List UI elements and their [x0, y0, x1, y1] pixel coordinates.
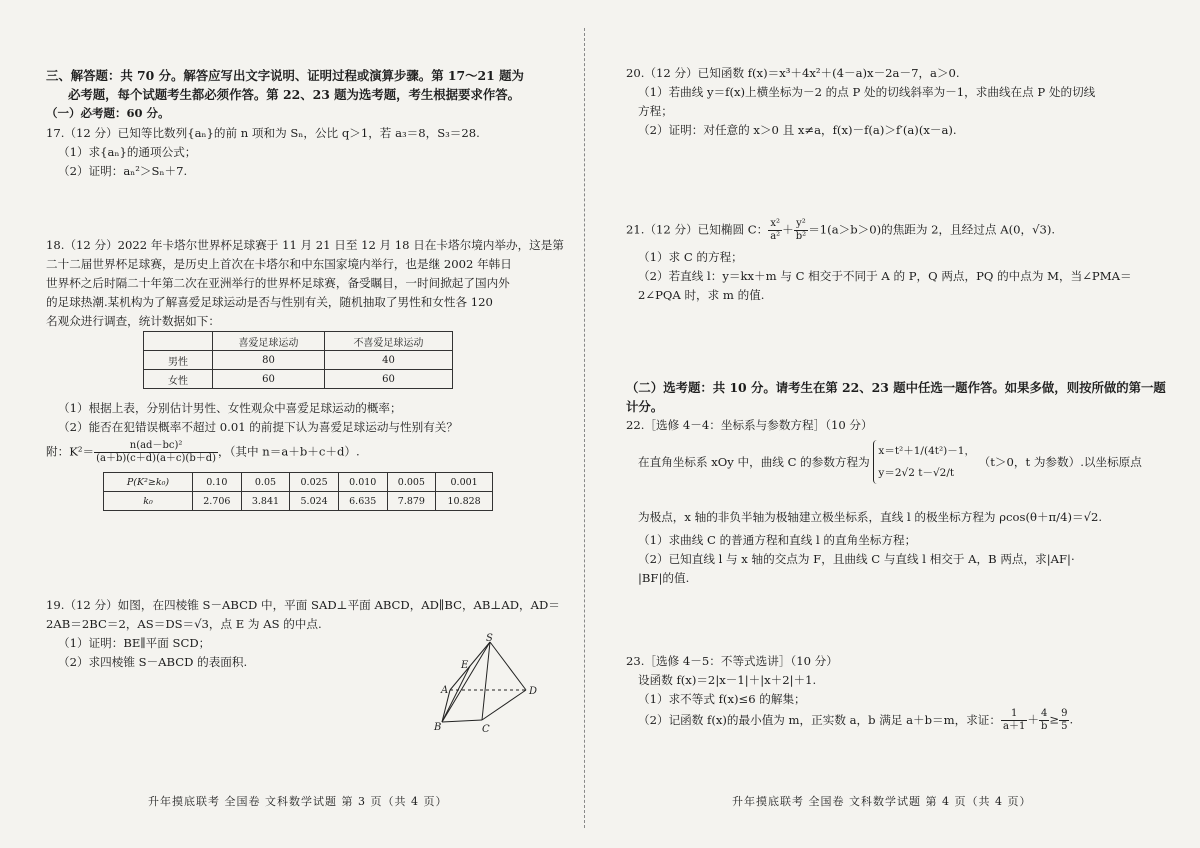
- exam-page-3: [0, 0, 598, 848]
- q22-pre: 在直角坐标系 xOy 中，曲线 C 的参数方程为: [638, 454, 870, 469]
- table-row: [144, 370, 453, 389]
- survey-cell: 60: [213, 370, 325, 389]
- q22-param-eq: [626, 440, 1142, 484]
- frac-3-num: 9: [1061, 708, 1068, 719]
- question-22: [626, 416, 873, 435]
- frac-y-den: b²: [795, 231, 807, 242]
- survey-row-label: 男性: [144, 351, 213, 370]
- k-cell: 3.841: [241, 492, 290, 511]
- edge-sd: [490, 642, 526, 690]
- k-cell: 10.828: [436, 492, 493, 511]
- q18-line-2: 二十二届世界杯足球赛，是历史上首次在卡塔尔和中东国家境内举行，也是继 2002 年韩日: [46, 257, 512, 271]
- survey-row-label: 女性: [144, 370, 213, 389]
- survey-header-like: 喜爱足球运动: [213, 332, 325, 351]
- frac-2-den: b: [1040, 721, 1048, 732]
- q19-line-2: 2AB＝2BC＝2，AS＝DS＝√3，点 E 为 AS 的中点.: [46, 617, 322, 631]
- vertex-label-d: D: [529, 686, 538, 697]
- q17-part-2: （2）证明：aₙ²＞Sₙ＋7.: [58, 164, 188, 178]
- q17-part-1: （1）求{aₙ}的通项公式；: [58, 145, 197, 159]
- vertex-label-s: S: [486, 633, 493, 644]
- exam-page-4: [604, 0, 1200, 848]
- optional-line-1: （二）选考题：共 10 分。请考生在第 22、23 题中任选一题作答。如果多做，则按所做的第一题: [626, 380, 1166, 395]
- vertex-label-c: C: [482, 724, 490, 735]
- footer-page-3: 升年摸底联考 全国卷 文科数学试题 第 3 页（共 4 页）: [148, 795, 448, 808]
- q22-line-2: 为极点，x 轴的非负半轴为极轴建立极坐标系，直线 l 的极坐标方程为 ρcos(θ＋π/4)＝√2.: [638, 510, 1103, 524]
- formula-denominator: (a＋b)(c＋d)(a＋c)(b＋d): [96, 453, 217, 464]
- ge-sign: ≥: [1049, 712, 1060, 727]
- q19-part-2: （2）求四棱锥 S－ABCD 的表面积.: [58, 655, 248, 669]
- survey-cell: 40: [324, 351, 452, 370]
- q23-part-2: [626, 708, 1073, 733]
- q18-line-4: 的足球热潮.某机构为了解喜爱足球运动是否与性别有关，随机抽取了男性和女性各 120: [46, 295, 493, 309]
- survey-cell: 80: [213, 351, 325, 370]
- frac-1: [1001, 708, 1027, 733]
- q22-part-1: （1）求曲线 C 的普通方程和直线 l 的直角坐标方程；: [638, 533, 917, 547]
- q17-stem: 17.（12 分）已知等比数列{aₙ}的前 n 项和为 Sₙ，公比 q＞1，若 a₃＝8，S₃＝28.: [46, 126, 480, 140]
- q18-line-1: 18.（12 分）2022 年卡塔尔世界杯足球赛于 11 月 21 日至 12 月 18 日在卡塔尔境内举办，这是第: [46, 238, 564, 252]
- q21-post: ＝1(a＞b＞0)的焦距为 2，且经过点 A(0，√3).: [808, 222, 1056, 237]
- frac-2-num: 4: [1039, 708, 1049, 721]
- q23-part-1: （1）求不等式 f(x)≤6 的解集；: [638, 692, 806, 706]
- q21-part-1: （1）求 C 的方程；: [638, 250, 743, 264]
- k-cell: 0.001: [436, 473, 493, 492]
- frac-x-num: x²: [768, 218, 782, 231]
- vertex-label-e: E: [461, 660, 469, 671]
- survey-cell: 60: [324, 370, 452, 389]
- q18-parts: [46, 399, 458, 437]
- formula-prefix: 附：K²＝: [46, 444, 95, 459]
- k-cell: 7.879: [387, 492, 436, 511]
- section-header: [46, 66, 576, 123]
- q19-line-1: 19.（12 分）如图，在四棱锥 S－ABCD 中，平面 SAD⊥平面 ABCD，AD∥BC，AB⊥AD，AD＝: [46, 598, 560, 612]
- q23-line-1: 设函数 f(x)＝2|x－1|＋|x＋2|＋1.: [638, 673, 817, 687]
- pyramid-diagram: [430, 632, 550, 742]
- k-cell: 0.025: [290, 473, 339, 492]
- plus-sign: ＋: [1027, 712, 1039, 727]
- survey-header-blank: [144, 332, 213, 351]
- k-row2-label: k₀: [104, 492, 193, 511]
- q22-part-2b: |BF|的值.: [638, 571, 690, 585]
- critical-value-table: [103, 472, 493, 511]
- q22-body: [626, 508, 1102, 588]
- q18-line-3: 世界杯之后时隔二十年第二次在亚洲举行的世界杯足球赛，备受瞩目，一时间掀起了国内外: [46, 276, 510, 290]
- q20-part-1a: （1）若曲线 y＝f(x)上横坐标为－2 的点 P 处的切线斜率为－1，求曲线在点 P 处的切线: [638, 85, 1096, 99]
- formula-numerator: n(ad－bc)²: [94, 440, 218, 453]
- frac-3-den: 5: [1061, 721, 1068, 732]
- question-18: [46, 236, 564, 331]
- frac-2: [1039, 708, 1049, 733]
- frac-1-den: a＋1: [1003, 721, 1026, 732]
- survey-table-header: [144, 332, 453, 351]
- k-cell: 0.05: [241, 473, 290, 492]
- edge-bc: [442, 720, 482, 722]
- formula-suffix: ，（其中 n＝a＋b＋c＋d）.: [218, 444, 360, 459]
- vertex-label-b: B: [434, 722, 442, 733]
- section-sub: （一）必考题：60 分。: [46, 106, 170, 120]
- q22-equation-system: [873, 440, 975, 484]
- q22-eq-y: y＝2√2 t－√2/t: [878, 467, 955, 479]
- q21-pre: 21.（12 分）已知椭圆 C：: [626, 222, 769, 237]
- question-21-parts: [626, 248, 1132, 305]
- q19-part-1: （1）证明：BE∥平面 SCD；: [58, 636, 211, 650]
- formula-fraction: [94, 440, 218, 465]
- q23-p2-text: （2）记函数 f(x)的最小值为 m，正实数 a，b 满足 a＋b＝m，求证：: [638, 712, 1001, 727]
- optional-section-header: [626, 378, 1166, 416]
- optional-line-2: 计分。: [626, 399, 664, 414]
- vertex-label-a: A: [441, 685, 449, 696]
- frac-3: [1059, 708, 1069, 733]
- table-row: [144, 351, 453, 370]
- frac-y: [794, 218, 808, 243]
- q18-part-2: （2）能否在犯错误概率不超过 0.01 的前提下认为喜爱足球运动与性别有关？: [58, 420, 458, 434]
- question-20: [626, 64, 1095, 140]
- frac-1-num: 1: [1001, 708, 1027, 721]
- end-period: .: [1069, 712, 1074, 727]
- frac-y-num: y²: [794, 218, 808, 231]
- q23-title: 23.［选修 4－5：不等式选讲］（10 分）: [626, 654, 838, 668]
- q18-part-1: （1）根据上表，分别估计男性、女性观众中喜爱足球运动的概率；: [58, 401, 402, 415]
- question-17: [46, 124, 480, 181]
- q22-eq-x: x＝t²＋1/(4t²)－1，: [878, 445, 975, 457]
- k-cell: 2.706: [193, 492, 242, 511]
- edge-cd: [482, 690, 526, 720]
- k-squared-formula: [46, 440, 360, 465]
- q20-part-2: （2）证明：对任意的 x＞0 且 x≠a，f(x)－f(a)＞f′(a)(x－a).: [638, 123, 957, 137]
- q22-title: 22.［选修 4－4：坐标系与参数方程］（10 分）: [626, 418, 873, 432]
- table-row: [104, 492, 493, 511]
- section-line-1: 三、解答题：共 70 分。解答应写出文字说明、证明过程或演算步骤。第 17～21 题为: [46, 68, 524, 83]
- k-cell: 0.10: [193, 473, 242, 492]
- survey-header-dislike: 不喜爱足球运动: [324, 332, 452, 351]
- q21-part-2b: 2∠PQA 时，求 m 的值.: [638, 288, 765, 302]
- q22-post: （t＞0，t 为参数）.以坐标原点: [978, 454, 1142, 469]
- frac-x: [768, 218, 782, 243]
- table-row: [104, 473, 493, 492]
- question-21-stem: 21.（12 分）已知椭圆 C： $\frac{\text{x²}}{\text{a²}}$ ＋ $\frac{\text{y²}}{\text{b²}}$ ＝1(a＞b＞0)的焦距为 2，且经过点 A(0，√3).: [626, 218, 1056, 242]
- k-cell: 0.005: [387, 473, 436, 492]
- q20-stem: 20.（12 分）已知函数 f(x)＝x³＋4x²＋(4－a)x－2a－7，a＞0.: [626, 66, 960, 80]
- k-cell: 5.024: [290, 492, 339, 511]
- question-23: [626, 652, 838, 709]
- q21-part-2a: （2）若直线 l：y＝kx＋m 与 C 相交于不同于 A 的 P，Q 两点，PQ 的中点为 M，当∠PMA＝: [638, 269, 1132, 283]
- frac-x-den: a²: [770, 231, 781, 242]
- footer-page-4: 升年摸底联考 全国卷 文科数学试题 第 4 页（共 4 页）: [732, 795, 1032, 808]
- section-line-2: 必考题，每个试题考生都必须作答。第 22、23 题为选考题，考生根据要求作答。: [68, 87, 521, 102]
- k-cell: 6.635: [338, 492, 387, 511]
- q22-part-2a: （2）已知直线 l 与 x 轴的交点为 F，且曲线 C 与直线 l 相交于 A，B 两点，求|AF|·: [638, 552, 1075, 566]
- survey-table: [143, 331, 453, 389]
- k-row1-label: P(K²≥k₀): [104, 473, 193, 492]
- k-cell: 0.010: [338, 473, 387, 492]
- q20-part-1b: 方程；: [638, 104, 673, 118]
- q18-line-5: 名观众进行调查，统计数据如下：: [46, 314, 220, 328]
